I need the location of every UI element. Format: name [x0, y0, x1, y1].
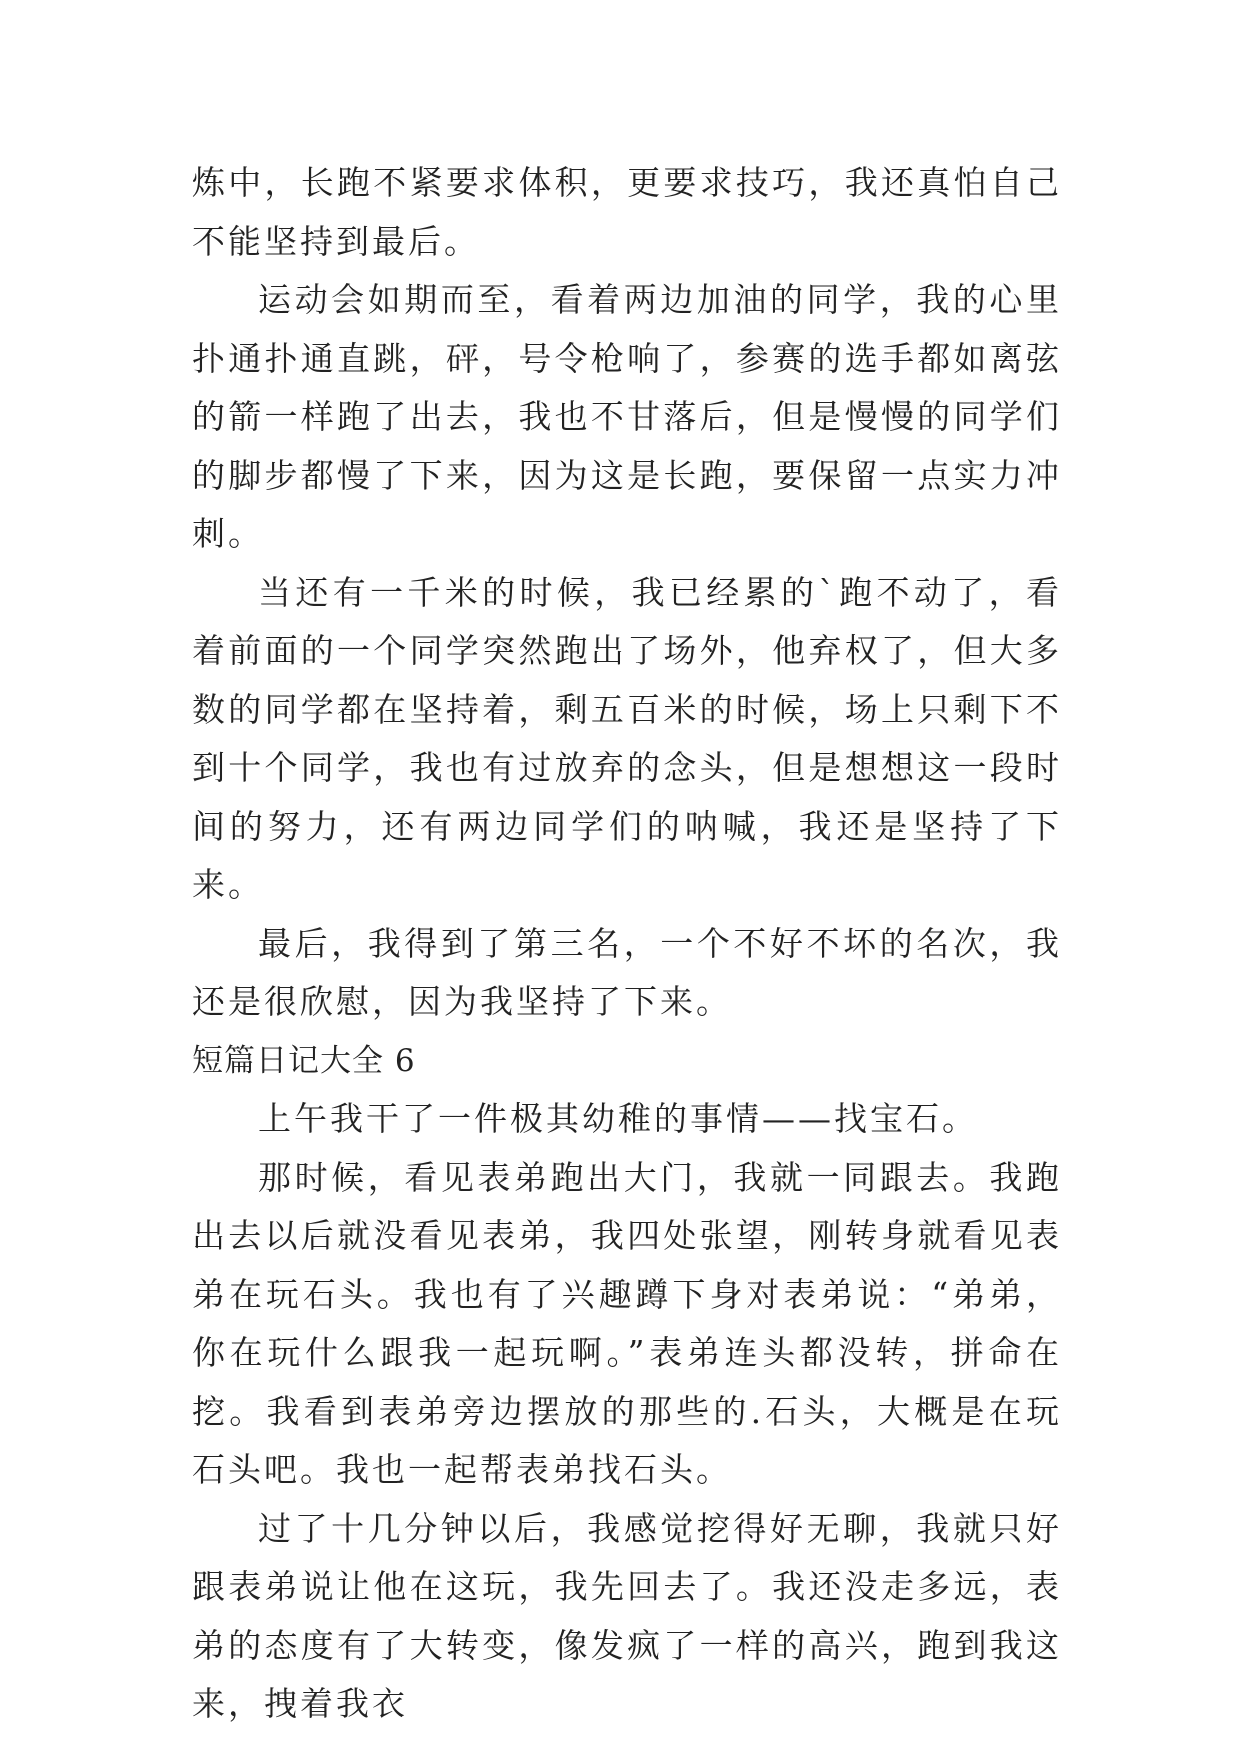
section-heading: 短篇日记大全 6	[192, 1042, 416, 1079]
paragraph-2: 运动会如期而至，看着两边加油的同学，我的心里扑通扑通直跳，砰，号令枪响了，参赛的选手都如离弦的箭一样跑了出去，我也不甘落后，但是慢慢的同学们的脚步都慢了下来，因为这是长跑，要保留一点实力冲刺。	[192, 280, 1062, 553]
paragraph-4: 最后，我得到了第三名，一个不好不坏的名次，我还是很欣慰，因为我坚持了下来。	[192, 923, 1062, 1021]
paragraph-6: 那时候，看见表弟跑出大门，我就一同跟去。我跑出去以后就没看见表弟，我四处张望，刚转身就看见表弟在玩石头。我也有了兴趣蹲下身对表弟说：“弟弟，你在玩什么跟我一起玩啊。”表弟连头都没转，拼命在挖。我看到表弟旁边摆放的那些的.石头，大概是在玩石头吧。我也一起帮表弟找石头。	[192, 1157, 1062, 1489]
paragraph-1: 炼中，长跑不紧要求体积，更要求技巧，我还真怕自己不能坚持到最后。	[192, 163, 1062, 261]
document-body	[192, 154, 1062, 1734]
paragraph-3: 当还有一千米的时候，我已经累的`跑不动了，看着前面的一个同学突然跑出了场外，他弃权了，但大多数的同学都在坚持着，剩五百米的时候，场上只剩下不到十个同学，我也有过放弃的念头，但是想想这一段时间的努力，还有两边同学们的呐喊，我还是坚持了下来。	[192, 572, 1062, 904]
paragraph-7: 过了十几分钟以后，我感觉挖得好无聊，我就只好跟表弟说让他在这玩，我先回去了。我还没走多远，表弟的态度有了大转变，像发疯了一样的高兴，跑到我这来，拽着我衣	[192, 1508, 1062, 1723]
paragraph-5: 上午我干了一件极其幼稚的事情——找宝石。	[258, 1099, 978, 1138]
